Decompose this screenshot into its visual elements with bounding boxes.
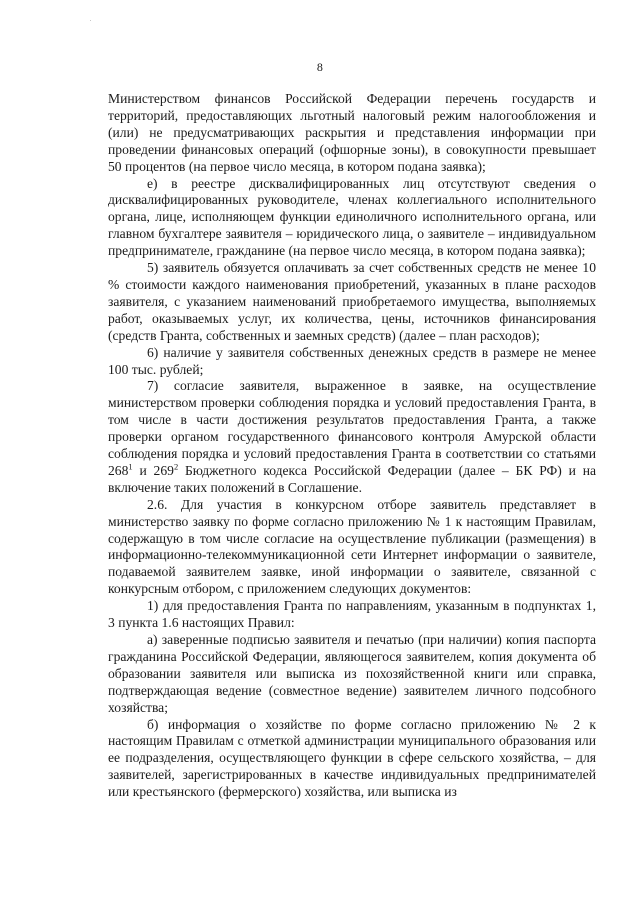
paragraph-item-5: 5) заявитель обязуется оплачивать за счет собственных средств не менее 10 % стоимости каждого наименования приобретений, указанных в плане расходов заявителя, с указанием наименований приобретаемого имущества, выполняемых работ, оказываемых услуг, их количества, цены, источников финансирования (средств Гранта, собственных и заемных средств) (далее – план расходов); (108, 260, 596, 343)
superscript-2: 2 (173, 461, 179, 472)
paragraph-item-7-mid: и 269 (132, 462, 174, 478)
paragraph-item-e: е) в реестре дисквалифицированных лиц отсутствуют сведения о дисквалифицированных руководителе, членах коллегиального исполнительного органа, лице, исполняющем функции единоличного исполнительного органа, или главном бухгалтере заявителя – юридического лица, о заявителе – индивидуальном предпринимателе, гражданине (на первое число месяца, в котором подана заявка); (108, 175, 596, 259)
document-body (108, 91, 596, 801)
scan-artifact (90, 20, 91, 21)
page-number: 8 (316, 60, 324, 74)
superscript-1: 1 (128, 461, 133, 472)
paragraph-continuation: Министерством финансов Российской Федерации перечень государств и территорий, предоставляющих льготный налоговый режим налогообложения и (или) не предусматривающих раскрытия и представления информации при проведении финансовых операций (офшорные зоны), в совокупности превышает 50 процентов (на первое число месяца, в котором подана заявка); (108, 91, 596, 174)
paragraph-item-7 (108, 378, 596, 496)
paragraph-subitem-1: 1) для предоставления Гранта по направлениям, указанным в подпунктах 1, 3 пункта 1.6 настоящих Правил: (108, 598, 596, 631)
paragraph-2-6: 2.6. Для участия в конкурсном отборе заявитель представляет в министерство заявку по форме согласно приложению № 1 к настоящим Правилам, содержащую в том числе согласие на осуществление публикации (размещения) в информационно-телекоммуникационной сети Интернет информации о заявителе, подаваемой заявителем заявке, иной информации о заявителе, связанной с конкурсным отбором, с приложением следующих документов: (108, 496, 596, 597)
paragraph-subitem-a: а) заверенные подписью заявителя и печатью (при наличии) копия паспорта гражданина Российской Федерации, являющегося заявителем, копия документа об образовании заявителя или выписка из похозяйственной книги или справка, подтверждающая ведение (совместное ведение) заявителем личного подсобного хозяйства; (108, 632, 596, 715)
paragraph-subitem-b: б) информация о хозяйстве по форме согласно приложению № 2 к настоящим Правилам с отметкой администрации муниципального образования или ее подразделения, осуществляющего функции в сфере сельского хозяйства, – для заявителей, зарегистрированных в качестве индивидуальных предпринимателей или крестьянского (фермерского) хозяйства, или выписка из (108, 716, 596, 800)
paragraph-item-6: 6) наличие у заявителя собственных денежных средств в размере не менее 100 тыс. рублей; (108, 344, 596, 377)
paragraph-item-7-text: 7) согласие заявителя, выраженное в заявке, на осуществление министерством проверки соблюдения порядка и условий предоставления Гранта, в том числе в части достижения результатов предоставления Гранта, а также проверки органом государственного финансового контроля Амурской области соблюдения порядка и условий предоставления Гранта в соответствии со статьями 268 (108, 378, 596, 478)
paragraph-item-7-tail: Бюджетного кодекса Российской Федерации (далее – БК РФ) и на включение таких положений в Соглашение. (108, 462, 597, 495)
